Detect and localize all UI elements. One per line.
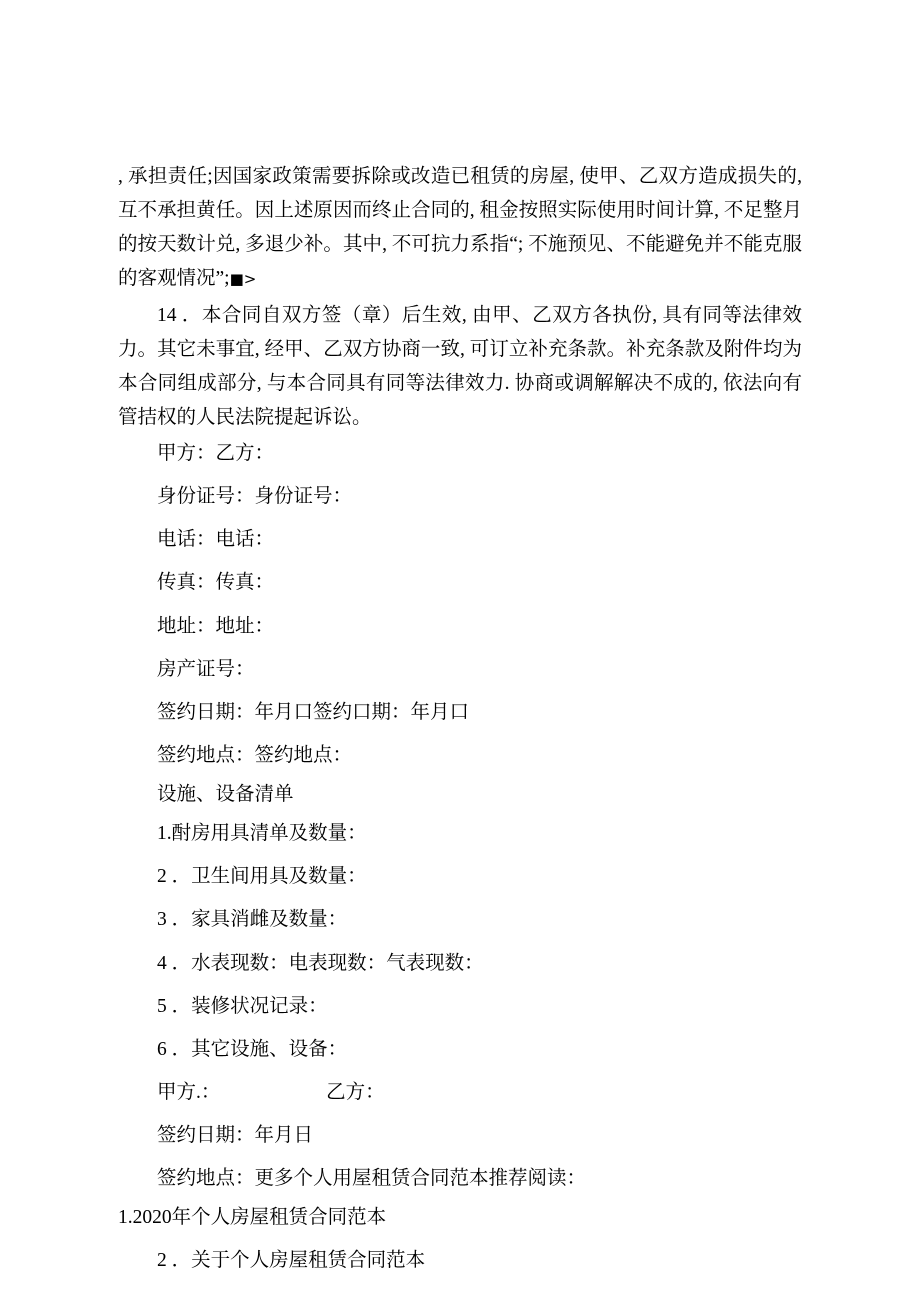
end-block-marker: ■> — [229, 270, 257, 289]
signature-party-line: 甲方：乙方： — [157, 443, 275, 464]
signature-id-line: 身份证号：身份证号： — [157, 486, 353, 508]
inventory-item-other: 6 ．其它设施、设备： — [157, 1038, 348, 1060]
document-body — [118, 160, 802, 1279]
closing-parties-row — [118, 1076, 802, 1110]
closing-sign-place: 签约地点：更多个人用屋租赁合同范本推荐阅读： — [157, 1168, 587, 1190]
signature-address-line: 地址：地址： — [157, 615, 275, 637]
closing-sign-date: 签约日期：年月日 — [157, 1125, 314, 1146]
paragraph-force-majeure: , 承担责任;因国家政策需要拆除或改造已租赁的房屋, 使甲、乙双方造成损失的, 互不承担黄任。因上述原因而终止合同的, 租金按照实际使用时间计算, 不足整月的按天数计兑, 多退少补。其中, 不可抗力系指“; 不施预见、不能避免并不能克服的客观情况”;■> — [118, 166, 802, 290]
closing-party-b: 乙方： — [326, 1081, 385, 1103]
inventory-item-decoration: 5 ．装修状况记录： — [157, 995, 328, 1017]
signature-date-line: 签约日期：年月口签约口期：年月口 — [157, 701, 470, 723]
signature-fax-line: 传真：传真： — [157, 572, 275, 594]
recommend-item-2: 2 ．关于个人房屋租赁合同范本 — [157, 1250, 426, 1272]
inventory-title: 设施、设备清单 — [157, 784, 294, 805]
inventory-item-furniture: 3 ．家具消雌及数量： — [157, 909, 348, 931]
inventory-item-meters: 4 ．水表现数：电表现数：气表现数： — [157, 952, 484, 974]
signature-phone-line: 电话：电话： — [157, 529, 275, 551]
recommend-item-1: 1.2020年个人房屋租赁合同范本 — [118, 1207, 387, 1229]
inventory-item-kitchen: 1.酎房用具清单及数量： — [157, 823, 367, 845]
signature-property-cert-line: 房产证号： — [157, 658, 255, 680]
closing-party-a: 甲方.： — [157, 1081, 221, 1103]
inventory-item-bathroom: 2 ．卫生间用具及数量： — [157, 866, 367, 888]
signature-place-line: 签约地点：签约地点： — [157, 744, 353, 766]
paragraph-clause-14: 14 ．本合同自双方签（章）后生效, 由甲、乙双方各执份, 具有同等法律效力。其它未事宜, 经甲、乙双方协商一致, 可订立补充条款。补充条款及附件均为本合同组成部分, 与本合同具有同等法律效力. 协商或调解解决不成的, 依法向有管拮权的人民法院提起诉讼。 — [118, 304, 802, 428]
